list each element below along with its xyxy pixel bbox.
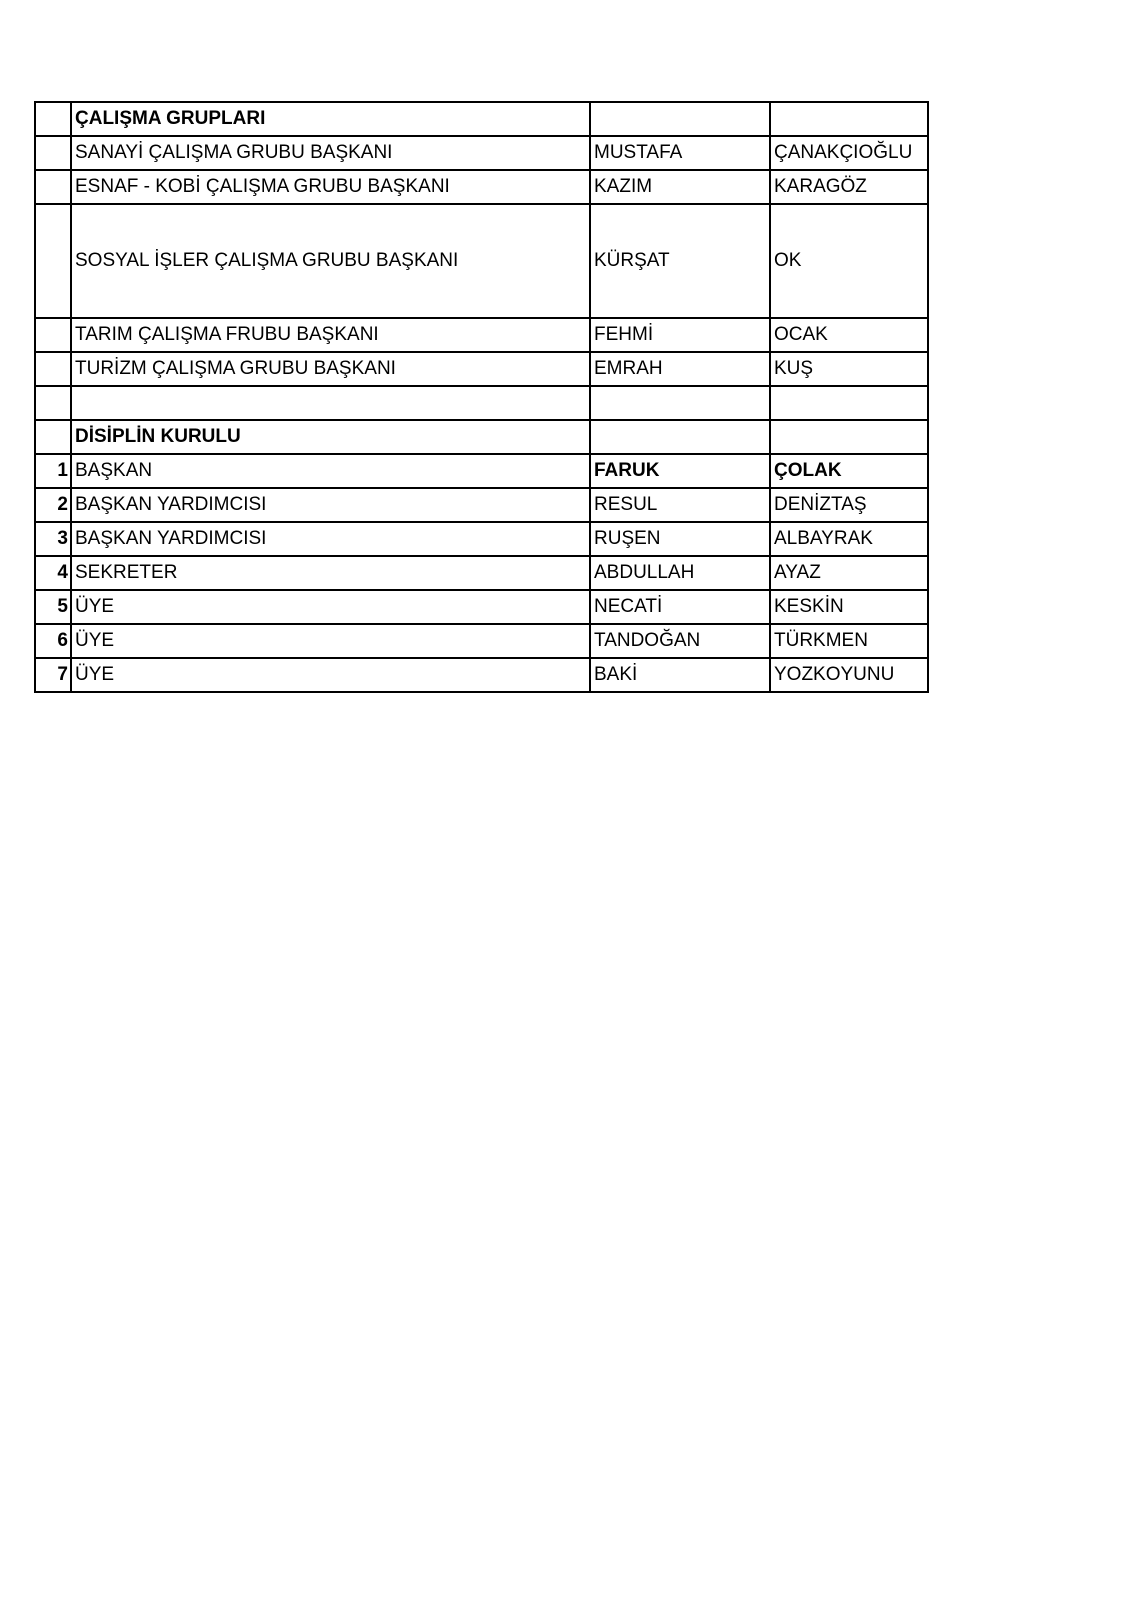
row-number-cell: 4 <box>35 556 71 590</box>
empty-cell <box>590 386 770 420</box>
last-name-cell: KESKİN <box>770 590 928 624</box>
last-name-cell: ÇANAKÇIOĞLU <box>770 136 928 170</box>
table-row <box>35 522 928 556</box>
last-name-cell: ALBAYRAK <box>770 522 928 556</box>
empty-cell <box>770 386 928 420</box>
first-name-cell: FEHMİ <box>590 318 770 352</box>
table-row <box>35 170 928 204</box>
position-cell: SEKRETER <box>71 556 590 590</box>
row-number-cell <box>35 102 71 136</box>
section-header-disciplinary-board <box>35 420 928 454</box>
last-name-cell: AYAZ <box>770 556 928 590</box>
empty-cell <box>770 420 928 454</box>
position-cell: SOSYAL İŞLER ÇALIŞMA GRUBU BAŞKANI <box>71 204 590 318</box>
row-number-cell <box>35 318 71 352</box>
last-name-cell: OCAK <box>770 318 928 352</box>
section-header-working-groups <box>35 102 928 136</box>
row-number-cell: 7 <box>35 658 71 692</box>
table-row <box>35 454 928 488</box>
first-name-cell: KÜRŞAT <box>590 204 770 318</box>
table-row <box>35 318 928 352</box>
first-name-cell: EMRAH <box>590 352 770 386</box>
row-number-cell <box>35 136 71 170</box>
row-number-cell: 1 <box>35 454 71 488</box>
last-name-cell: ÇOLAK <box>770 454 928 488</box>
first-name-cell: MUSTAFA <box>590 136 770 170</box>
empty-row <box>35 386 928 420</box>
row-number-cell: 2 <box>35 488 71 522</box>
row-number-cell <box>35 170 71 204</box>
first-name-cell: RESUL <box>590 488 770 522</box>
last-name-cell: KUŞ <box>770 352 928 386</box>
table-row <box>35 352 928 386</box>
row-number-cell: 5 <box>35 590 71 624</box>
position-cell: ÜYE <box>71 624 590 658</box>
first-name-cell: TANDOĞAN <box>590 624 770 658</box>
empty-cell <box>590 420 770 454</box>
empty-cell <box>35 386 71 420</box>
first-name-cell: KAZIM <box>590 170 770 204</box>
table-row <box>35 204 928 318</box>
row-number-cell: 6 <box>35 624 71 658</box>
first-name-cell: ABDULLAH <box>590 556 770 590</box>
position-cell: ÜYE <box>71 658 590 692</box>
table-row <box>35 488 928 522</box>
last-name-cell: YOZKOYUNU <box>770 658 928 692</box>
table-row <box>35 624 928 658</box>
empty-cell <box>590 102 770 136</box>
position-cell: SANAYİ ÇALIŞMA GRUBU BAŞKANI <box>71 136 590 170</box>
first-name-cell: NECATİ <box>590 590 770 624</box>
last-name-cell: KARAGÖZ <box>770 170 928 204</box>
empty-cell <box>71 386 590 420</box>
position-cell: ESNAF - KOBİ ÇALIŞMA GRUBU BAŞKANI <box>71 170 590 204</box>
table-row <box>35 556 928 590</box>
row-number-cell: 3 <box>35 522 71 556</box>
section-heading: ÇALIŞMA GRUPLARI <box>71 102 590 136</box>
position-cell: BAŞKAN YARDIMCISI <box>71 522 590 556</box>
position-cell: BAŞKAN YARDIMCISI <box>71 488 590 522</box>
position-cell: BAŞKAN <box>71 454 590 488</box>
row-number-cell <box>35 352 71 386</box>
first-name-cell: BAKİ <box>590 658 770 692</box>
position-cell: TARIM ÇALIŞMA FRUBU BAŞKANI <box>71 318 590 352</box>
table-row <box>35 136 928 170</box>
empty-cell <box>770 102 928 136</box>
table-row <box>35 590 928 624</box>
committee-table <box>34 101 929 693</box>
position-cell: TURİZM ÇALIŞMA GRUBU BAŞKANI <box>71 352 590 386</box>
position-cell: ÜYE <box>71 590 590 624</box>
row-number-cell <box>35 420 71 454</box>
last-name-cell: OK <box>770 204 928 318</box>
row-number-cell <box>35 204 71 318</box>
first-name-cell: FARUK <box>590 454 770 488</box>
last-name-cell: DENİZTAŞ <box>770 488 928 522</box>
first-name-cell: RUŞEN <box>590 522 770 556</box>
last-name-cell: TÜRKMEN <box>770 624 928 658</box>
table-row <box>35 658 928 692</box>
section-heading: DİSİPLİN KURULU <box>71 420 590 454</box>
